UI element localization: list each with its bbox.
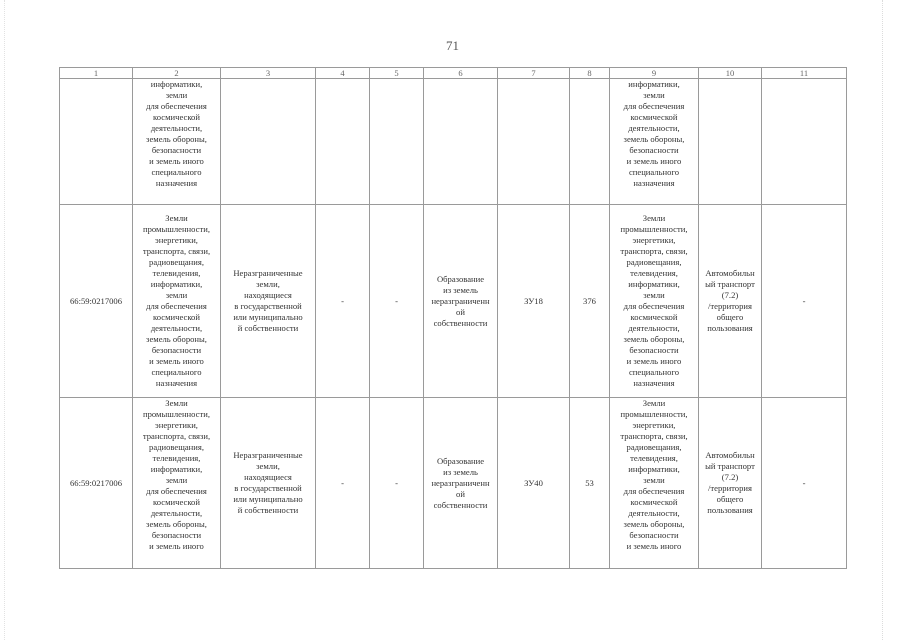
ownership-cell: Неразграниченные земли, находящиеся в государственной или муниципально й собственности: [221, 205, 316, 398]
cadastral-block-cell: [60, 79, 133, 205]
margin-annotation: [882, 0, 905, 640]
plot-designation-cell: ЗУ40: [498, 398, 570, 569]
new-land-category-cell: Земли промышленности, энергетики, транспорта, связи, радиовещания, телевидения, информатики, земли для обеспечения космической деятельности, земель обороны, безопасности и земель иного: [610, 398, 699, 569]
plot-designation-cell: [498, 79, 570, 205]
cadastral-block-cell: 66:59:0217006: [60, 205, 133, 398]
column-number: 5: [370, 68, 424, 79]
column-number: 9: [610, 68, 699, 79]
ownership-cell: Неразграниченные земли, находящиеся в государственной или муниципально й собственности: [221, 398, 316, 569]
new-land-category-cell: Земли промышленности, энергетики, транспорта, связи, радиовещания, телевидения, информатики, земли для обеспечения космической деятельности, земель обороны, безопасности и земель иного специального назначения: [610, 205, 699, 398]
column-number: 4: [316, 68, 370, 79]
ownership-cell: [221, 79, 316, 205]
area-cell: 53: [570, 398, 610, 569]
area-cell: 376: [570, 205, 610, 398]
new-land-category-cell: информатики, земли для обеспечения космической деятельности, земель обороны, безопасности и земель иного специального назначения: [610, 79, 699, 205]
cell-col4: -: [316, 205, 370, 398]
table-row: [60, 398, 847, 569]
land-plots-table: [59, 67, 847, 569]
formation-method-cell: Образование из земель неразграниченн ой собственности: [424, 205, 498, 398]
formation-method-cell: Образование из земель неразграниченн ой собственности: [424, 398, 498, 569]
cell-col5: -: [370, 205, 424, 398]
column-number: 8: [570, 68, 610, 79]
cell-col5: [370, 79, 424, 205]
land-category-cell: информатики, земли для обеспечения космической деятельности, земель обороны, безопасности и земель иного специального назначения: [133, 79, 221, 205]
table-row: [60, 205, 847, 398]
land-category-cell: Земли промышленности, энергетики, транспорта, связи, радиовещания, телевидения, информатики, земли для обеспечения космической деятельности, земель обороны, безопасности и земель иного специального назначения: [133, 205, 221, 398]
column-number: 10: [699, 68, 762, 79]
cadastral-block-cell: 66:59:0217006: [60, 398, 133, 569]
cell-col5: -: [370, 398, 424, 569]
column-number: 1: [60, 68, 133, 79]
column-number: 7: [498, 68, 570, 79]
plot-designation-cell: ЗУ18: [498, 205, 570, 398]
column-number-row: [60, 68, 847, 79]
permitted-use-cell: Автомобильн ый транспорт (7.2) /территория общего пользования: [699, 205, 762, 398]
area-cell: [570, 79, 610, 205]
permitted-use-cell: Автомобильн ый транспорт (7.2) /территория общего пользования: [699, 398, 762, 569]
column-number: 2: [133, 68, 221, 79]
cell-col11: [762, 79, 847, 205]
cell-col4: -: [316, 398, 370, 569]
scan-left-edge: [4, 0, 6, 640]
page-number: 71: [446, 38, 459, 53]
cell-col4: [316, 79, 370, 205]
column-number: 11: [762, 68, 847, 79]
permitted-use-cell: [699, 79, 762, 205]
column-number: 3: [221, 68, 316, 79]
land-category-cell: Земли промышленности, энергетики, транспорта, связи, радиовещания, телевидения, информатики, земли для обеспечения космической деятельности, земель обороны, безопасности и земель иного: [133, 398, 221, 569]
cell-col11: -: [762, 398, 847, 569]
formation-method-cell: [424, 79, 498, 205]
cell-col11: -: [762, 205, 847, 398]
column-number: 6: [424, 68, 498, 79]
table-row: [60, 79, 847, 205]
